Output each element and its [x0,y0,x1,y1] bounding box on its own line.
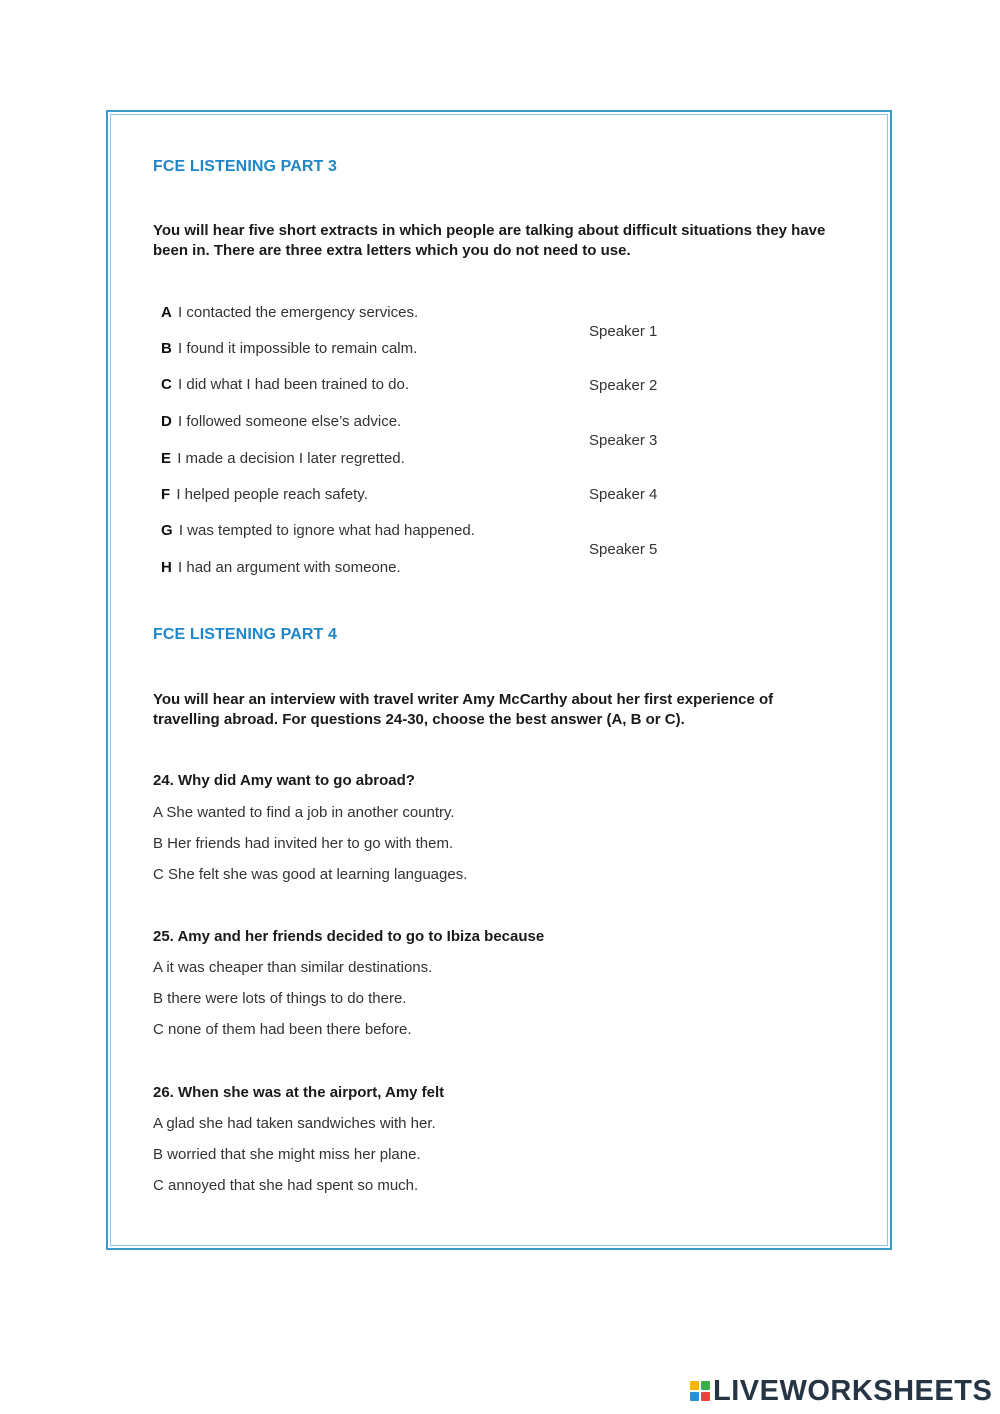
option-text: I made a decision I later regretted. [177,450,405,467]
option-letter: D [161,413,172,430]
speaker-3-label: Speaker 3 [589,432,658,449]
part3-instruction: You will hear five short extracts in which people are talking about difficult situations they have been in. There are three extra letters which you do not need to use. [153,222,826,259]
question-24: 24. Why did Amy want to go abroad? [153,772,415,789]
worksheet-frame [106,110,892,1250]
option-letter: E [161,450,172,467]
option-c [161,376,409,393]
option-text: I contacted the emergency services. [178,304,419,321]
option-text: I found it impossible to remain calm. [178,340,418,357]
speaker-2-label: Speaker 2 [589,377,658,394]
logo-text: LIVEWORKSHEETS [713,1374,993,1407]
option-letter: B [161,340,172,357]
option-text: I had an argument with someone. [178,559,401,576]
answer-24-c: C She felt she was good at learning languages. [153,866,468,883]
liveworksheets-logo[interactable] [690,1374,992,1408]
part4-instruction: You will hear an interview with travel writer Amy McCarthy about her first experience of travelling abroad. For questions 24-30, choose the best answer (A, B or C). [153,691,774,728]
option-text: I helped people reach safety. [176,486,368,503]
option-a [161,304,418,321]
option-letter: C [161,376,172,393]
answer-26-c: C annoyed that she had spent so much. [153,1177,419,1194]
option-text: I did what I had been trained to do. [178,376,410,393]
speaker-5-label: Speaker 5 [589,541,658,558]
answer-24-b: B Her friends had invited her to go with them. [153,835,454,852]
option-d [161,413,401,430]
option-letter: A [161,304,172,321]
answer-26-b: B worried that she might miss her plane. [153,1146,421,1163]
option-letter: H [161,559,172,576]
option-f [161,486,368,503]
option-h [161,559,401,576]
option-text: I followed someone else’s advice. [178,413,402,430]
speaker-4-label: Speaker 4 [589,486,658,503]
part4-heading: FCE LISTENING PART 4 [153,626,337,643]
question-25: 25. Amy and her friends decided to go to Ibiza because [153,928,545,945]
option-letter: G [161,522,173,539]
answer-25-a: A it was cheaper than similar destinations. [153,959,433,976]
answer-25-b: B there were lots of things to do there. [153,990,407,1007]
option-text: I was tempted to ignore what had happened. [178,522,475,539]
option-e [161,450,405,467]
answer-24-a: A She wanted to find a job in another country. [153,804,455,821]
question-26: 26. When she was at the airport, Amy felt [153,1084,445,1101]
answer-25-c: C none of them had been there before. [153,1021,412,1038]
part3-heading: FCE LISTENING PART 3 [153,158,337,175]
option-g [161,522,475,539]
option-b [161,340,417,357]
answer-26-a: A glad she had taken sandwiches with her. [153,1115,436,1132]
option-letter: F [161,486,171,503]
speaker-1-label: Speaker 1 [589,323,658,340]
logo-grid-icon [690,1381,710,1401]
